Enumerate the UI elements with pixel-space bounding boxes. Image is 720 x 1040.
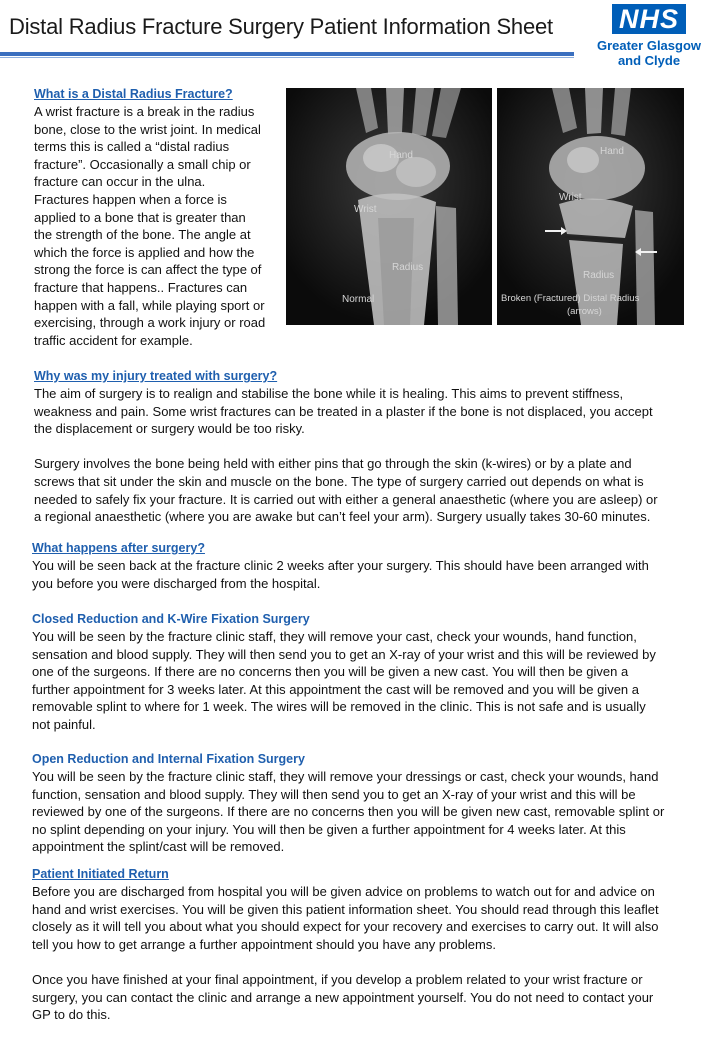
text-line: A wrist fracture is a break in the radius (34, 104, 255, 119)
text-line: no splint depending on your injury. You will then be given a further appointment for 4 weeks later. At this (32, 821, 626, 837)
text-line: weakness and pain. Some wrist fractures can be treated in a plaster if the bone is not displaced, you accept (34, 403, 653, 419)
text-line: applied to a bone that is greater than (34, 209, 246, 225)
text-line: fracture that happens.. Fractures can (34, 279, 248, 295)
text-line: further appointment for 3 weeks later. At this appointment the cast will be removed and you will be given a (32, 681, 640, 697)
text-line: the displacement or surgery would be too risky. (34, 421, 305, 437)
nhs-logo (580, 2, 718, 92)
text-line: one of the surgeons. If there are no concerns then you will be given a new cast. You will then be given a (32, 664, 629, 680)
text-line: removable splint to where for 1 week. The wires will be removed in the clinic. This is not safe and is usually (32, 699, 646, 715)
section-what-is-heading: What is a Distal Radius Fracture? (34, 87, 233, 101)
text-line: Surgery involves the bone being held with either pins that go through the skin (k-wires) or by a plate and (34, 456, 632, 472)
section-open-reduction-heading: Open Reduction and Internal Fixation Surgery (32, 752, 305, 766)
text-line: Once you have finished at your final appointment, if you develop a problem related to your wrist fracture or (32, 971, 643, 987)
text-line: traffic accident for example. (34, 332, 193, 348)
text-line: fracture”. Occasionally a small chip or (34, 156, 251, 172)
text-line: exercising, through a work injury or road (34, 315, 266, 331)
section-open-reduction (32, 751, 704, 856)
text-line: hand and wrist exercises. You will be given this patient information sheet. You should read through this leaflet (32, 901, 659, 917)
page-title: Distal Radius Fracture Surgery Patient Information Sheet (9, 14, 553, 39)
section-patient-return (32, 866, 704, 1024)
text-line: not painful. (32, 716, 96, 732)
section-after-surgery (32, 540, 704, 592)
xray-fractured-label-hand: Hand (600, 146, 624, 157)
xray-normal-label-hand: Hand (389, 150, 413, 161)
xray-normal-label-wrist: Wrist (354, 204, 377, 215)
section-patient-return-heading: Patient Initiated Return (32, 867, 169, 881)
xray-fractured-caption: Broken (Fractured) Distal Radius (501, 293, 640, 304)
xray-normal-image (286, 88, 492, 325)
text-line: closely as it will tell you about what you should expect for your recovery and exercises to carry out. It will also (32, 919, 659, 935)
text-line: bone, close to the wrist joint. In medical (34, 121, 261, 137)
text-line: You will be seen back at the fracture clinic 2 weeks after your surgery. This should have been arranged with (32, 558, 649, 573)
text-line: you before you were discharged from the hospital. (32, 575, 321, 591)
text-line: appointment the splint/cast will be removed. (32, 839, 285, 855)
text-line: happen with a fall, while playing sport or (34, 297, 265, 313)
xray-fractured-label-wrist: Wrist (559, 192, 582, 203)
section-what-is-body (34, 103, 284, 349)
text-line: screws that sit under the skin and muscle on the bone. The type of surgery carried out depends on what is (34, 473, 644, 489)
section-why-surgery (34, 368, 704, 526)
text-line: which the force is applied and how the (34, 244, 255, 260)
text-line: a regional anaesthetic (where you are awake but can’t feel your arm). Surgery usually takes 30-60 minutes. (34, 509, 651, 525)
xray-fractured-label-radius: Radius (583, 270, 615, 281)
text-line: fracture can occur in the ulna. (34, 174, 206, 190)
text-line: terms this is called a “distal radius (34, 139, 230, 155)
text-line: needed to safely fix your fracture. It is carried out with either a general anaesthetic (where you are asleep) or (34, 491, 658, 507)
text-line: Fractures happen when a force is (34, 191, 227, 207)
section-what-is (34, 86, 284, 349)
section-closed-reduction (32, 611, 704, 734)
text-line: reviewed by one of the surgeons. If there are no concerns then you will be given new cast, removable splint or (32, 804, 665, 820)
header-rule (0, 52, 574, 56)
xray-fractured-caption-arrows: (arrows) (567, 306, 602, 317)
text-line: The aim of surgery is to realign and stabilise the bone while it is healing. This aims to prevent stiffness, (34, 386, 624, 401)
text-line: tell you how to get arrange a further appointment should you have any problems. (32, 936, 496, 952)
text-line: surgery, you can contact the clinic and arrange a new appointment yourself. You do not need to contact your (32, 989, 654, 1005)
nhs-logo-line1: Greater Glasgow (596, 38, 702, 53)
text-line: You will be seen by the fracture clinic staff, they will remove your dressings or cast, check your wounds, hand (32, 769, 659, 784)
section-why-surgery-heading: Why was my injury treated with surgery? (34, 369, 278, 383)
text-line: function, sensation and blood supply. They will then send you to get an X-ray of your wrist and this will be (32, 786, 636, 802)
xray-normal-caption: Normal (342, 294, 375, 305)
section-closed-reduction-heading: Closed Reduction and K-Wire Fixation Surgery (32, 612, 310, 626)
header-rule-thin (0, 57, 574, 58)
xray-normal-label-radius: Radius (392, 262, 424, 273)
nhs-logo-mark: NHS (612, 4, 686, 34)
text-line: GP to do this. (32, 1007, 111, 1023)
text-line: the strength of the bone. The angle at (34, 227, 251, 243)
nhs-logo-line2: and Clyde (617, 53, 681, 68)
section-after-surgery-heading: What happens after surgery? (32, 541, 205, 555)
text-line: strong the force is can affect the type of (34, 262, 262, 278)
text-line: sensation and blood supply. They will then send you to get an X-ray of your wrist and this will be reviewed by (32, 646, 656, 662)
text-line: Before you are discharged from hospital you will be given advice on problems to watch out for and advice on (32, 884, 655, 899)
text-line: You will be seen by the fracture clinic staff, they will remove your cast, check your wounds, hand function, (32, 629, 637, 644)
xray-fractured-image (497, 88, 684, 325)
